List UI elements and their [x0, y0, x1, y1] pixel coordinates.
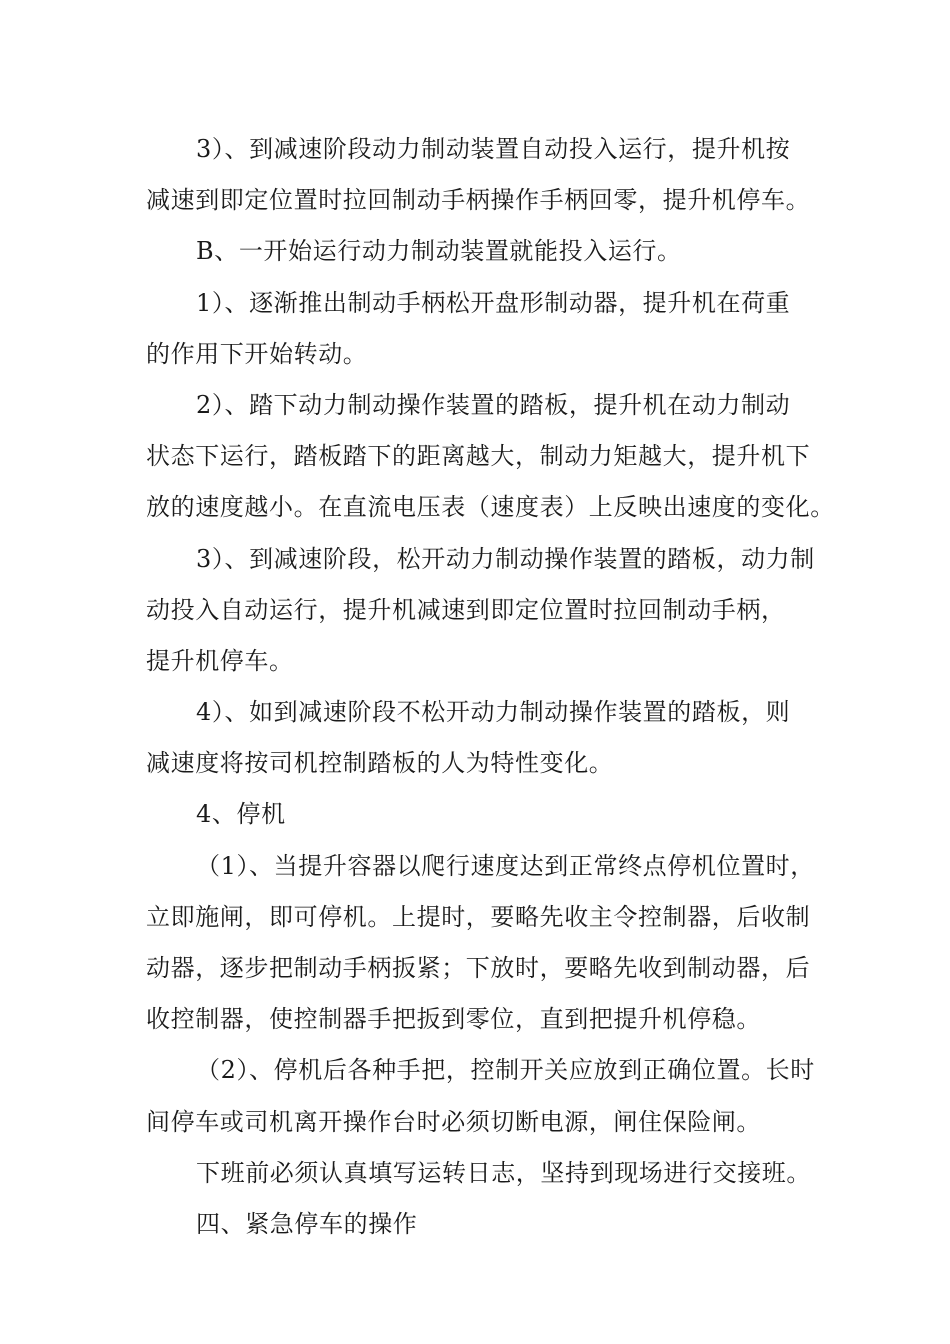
text-line: 下班前必须认真填写运转日志，坚持到现场进行交接班。: [196, 1158, 811, 1187]
text-line: 4）、如到减速阶段不松开动力制动操作装置的踏板，则: [196, 698, 791, 727]
text-line: 3）、到减速阶段动力制动装置自动投入运行，提升机按: [196, 135, 791, 163]
text-line: 提升机停车。: [146, 646, 294, 675]
text-line: 状态下运行，踏板踏下的距离越大，制动力矩越大，提升机下: [146, 442, 811, 471]
text-line: 2）、踏下动力制动操作装置的踏板，提升机在动力制动: [196, 390, 791, 419]
text-line: 减速度将按司机控制踏板的人为特性变化。: [146, 749, 614, 778]
text-line: 立即施闸，即可停机。上提时，要略先收主令控制器，后收制: [146, 902, 811, 931]
text-line: 放的速度越小。在直流电压表（速度表）上反映出速度的变化。: [146, 493, 835, 522]
text-line: 间停车或司机离开操作台时必须切断电源，闸住保险闸。: [146, 1107, 761, 1136]
text-line: B、一开始运行动力制动装置就能投入运行。: [196, 237, 682, 266]
text-line: （1）、当提升容器以爬行速度达到正常终点停机位置时，: [196, 851, 815, 880]
text-line: 收控制器，使控制器手把扳到零位，直到把提升机停稳。: [146, 1005, 761, 1034]
text-line: 减速到即定位置时拉回制动手柄操作手柄回零，提升机停车。: [146, 186, 811, 215]
text-line: 动投入自动运行，提升机减速到即定位置时拉回制动手柄，: [146, 595, 786, 624]
document-body: [146, 124, 835, 1250]
text-line: 1）、逐渐推出制动手柄松开盘形制动器，提升机在荷重: [196, 288, 791, 317]
text-line: 3）、到减速阶段，松开动力制动操作装置的踏板，动力制: [196, 544, 815, 573]
text-line: （2）、停机后各种手把，控制开关应放到正确位置。长时: [196, 1056, 815, 1085]
text-line: 动器，逐步把制动手柄扳紧；下放时，要略先收到制动器，后: [146, 954, 811, 982]
text-line: 的作用下开始转动。: [146, 339, 368, 368]
section-heading: 4、停机: [196, 800, 286, 829]
section-heading: 四、紧急停车的操作: [196, 1209, 418, 1238]
